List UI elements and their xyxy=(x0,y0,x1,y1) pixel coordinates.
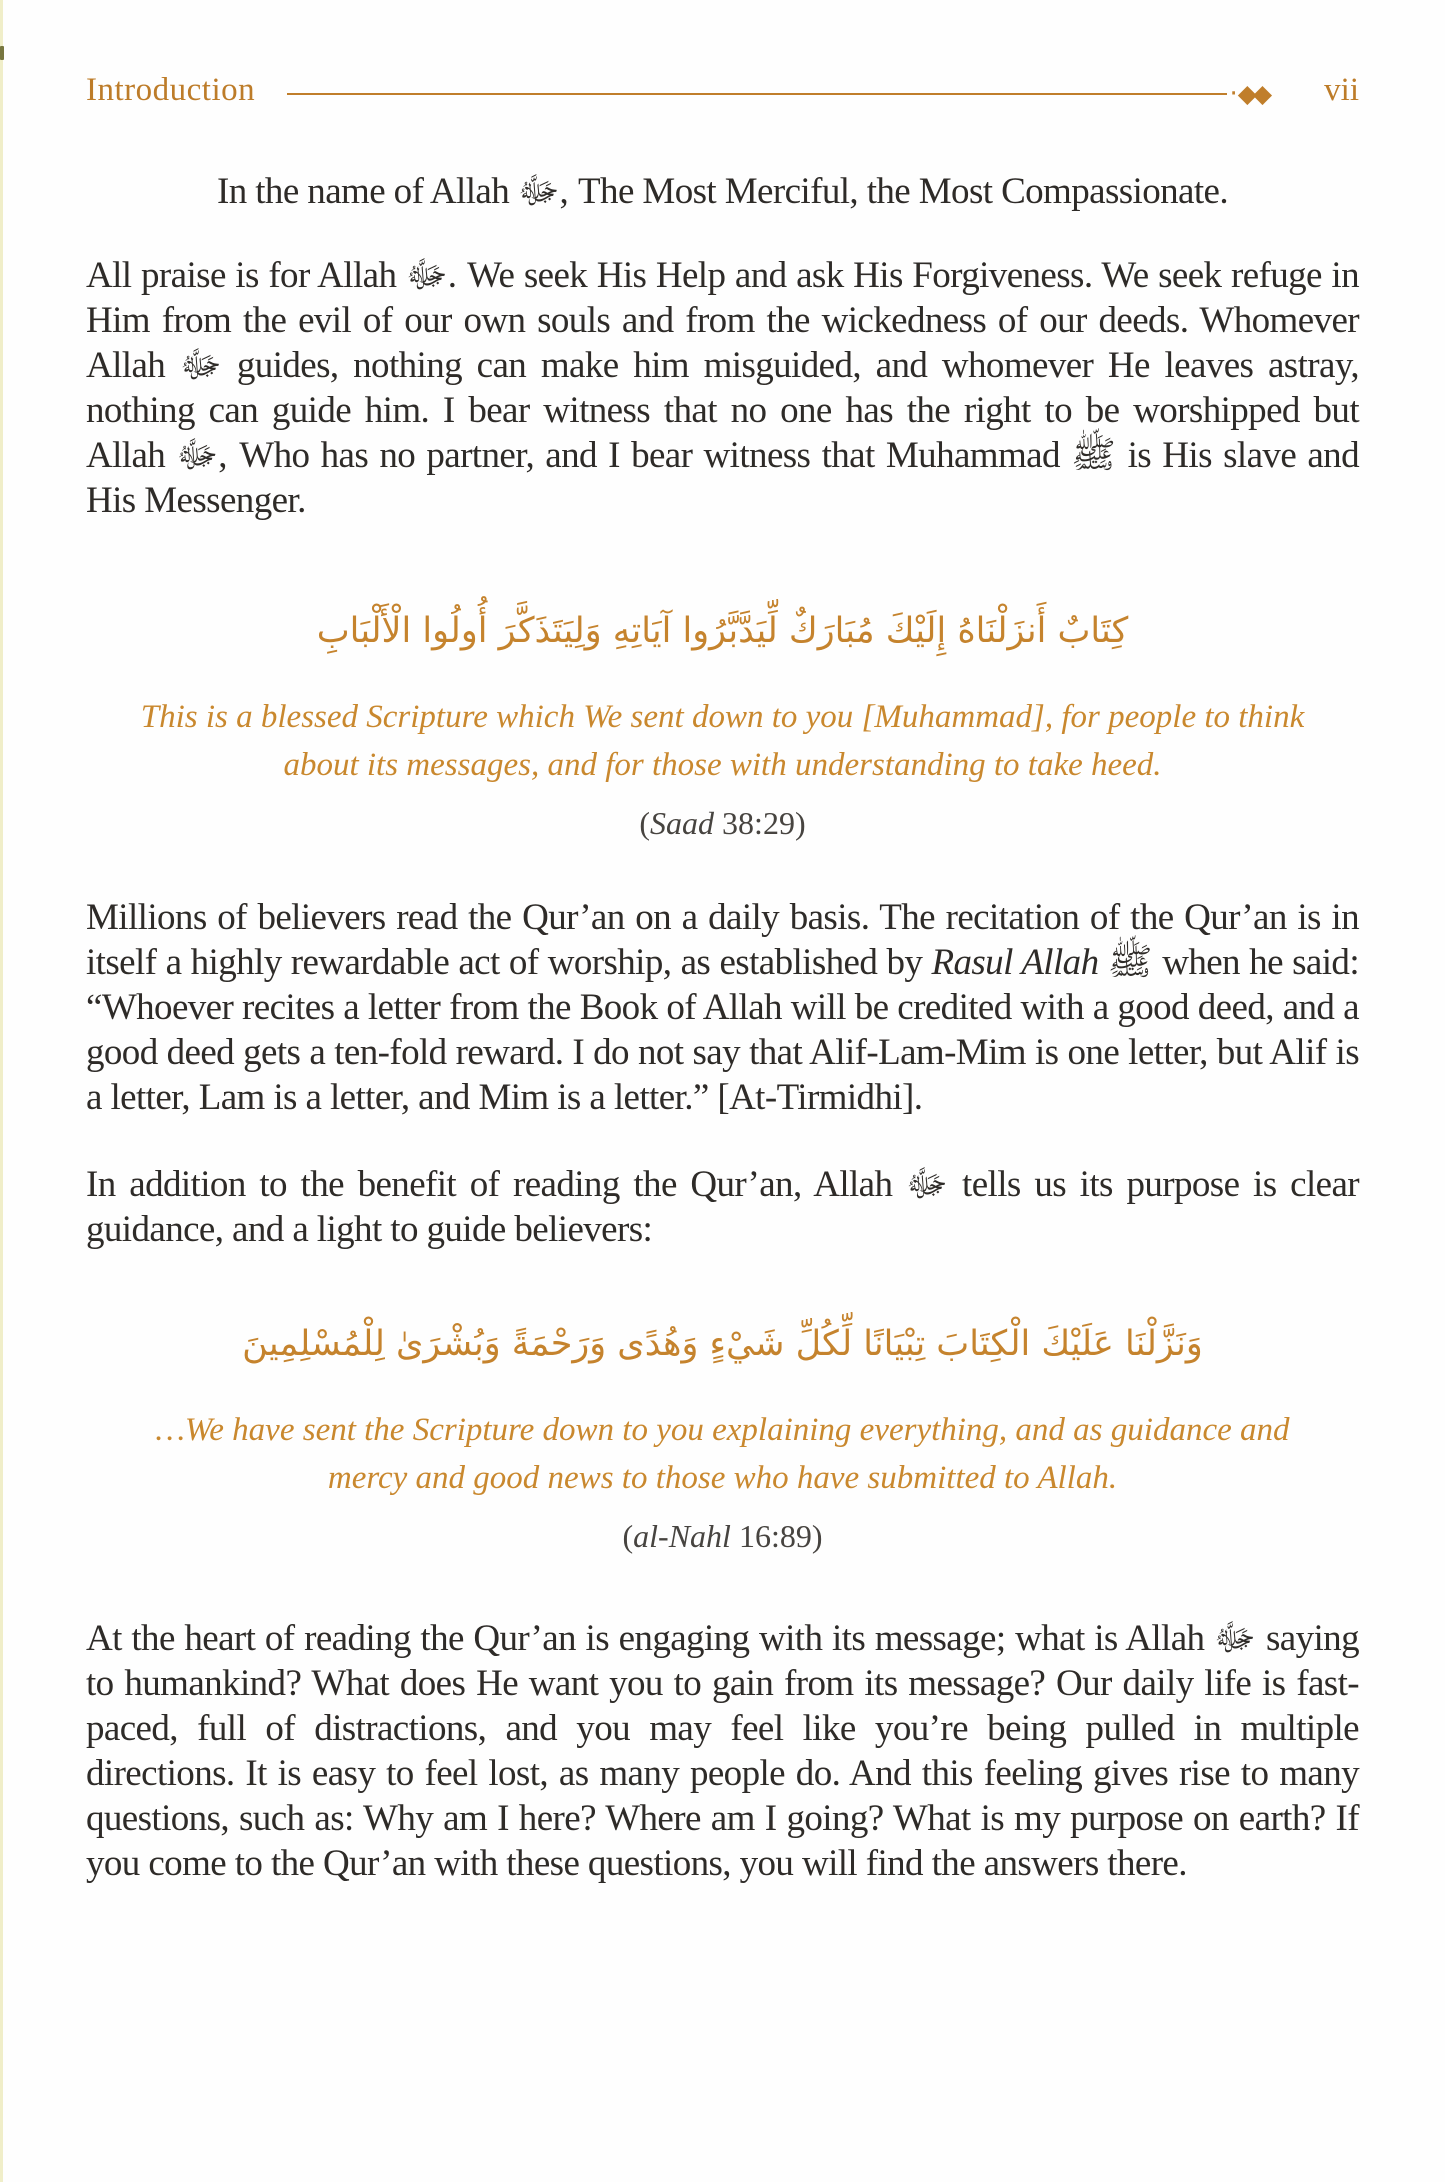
verse-translation-1: This is a blessed Scripture which We sent down to you [Muhammad], for people to think about its messages, and for those with understanding to take heed. xyxy=(140,699,1305,783)
recitation-text-pre: Millions of believers read the Qur’an on a daily basis. The recitation of the Qur’an is in itself a highly rewardable act of worship, as established by xyxy=(86,897,1359,983)
ornament-dot: · xyxy=(1229,78,1238,109)
citation-reference: 38:29) xyxy=(714,805,806,841)
verse-citation-1 xyxy=(86,801,1359,845)
scan-edge-artifact xyxy=(0,0,3,2182)
quran-verse-arabic-2: وَنَزَّلْنَا عَلَيْكَ الْكِتَابَ تِبْيَانًا لِّكُلِّ شَيْءٍ وَهُدًى وَرَحْمَةً وَبُشْرَىٰ لِلْمُسْلِمِينَ xyxy=(242,1324,1203,1364)
recitation-text-post: ﷺ when he said: “Whoever recites a letter from the Book of Allah will be credited with a good deed, and a good deed gets a ten-fold reward. I do not say that Alif-Lam-Mim is one letter, but Alif is a letter, Lam is a letter, and Mim is a letter.” [At-Tirmidhi]. xyxy=(86,942,1359,1118)
purpose-paragraph: In addition to the benefit of reading the Qur’an, Allah ﷻ tells us its purpose is clear guidance, and a light to guide believers: xyxy=(86,1164,1359,1250)
bismillah-line: In the name of Allah ﷻ, The Most Merciful, the Most Compassionate. xyxy=(216,171,1229,212)
page-header xyxy=(86,0,1359,109)
ornament-diamonds: ◆◆ xyxy=(1237,78,1269,108)
quran-verse-arabic-1: كِتَابٌ أَنزَلْنَاهُ إِلَيْكَ مُبَارَكٌ لِّيَدَّبَّرُوا آيَاتِهِ وَلِيَتَذَكَّرَ أُولُوا الْأَلْبَابِ xyxy=(316,611,1129,651)
header-rule xyxy=(287,93,1227,95)
citation-source: al-Nahl xyxy=(633,1518,731,1554)
diamond-ornament-icon xyxy=(1229,78,1269,109)
citation-reference: 16:89) xyxy=(730,1518,823,1554)
closing-paragraph: At the heart of reading the Qur’an is engaging with its message; what is Allah ﷻ saying to humankind? What does He want you to gain from its message? Our daily life is fast-paced, full of distractions, and you may feel like you’re being pulled in multiple directions. It is easy to feel lost, as many people do. And this feeling gives rise to many questions, such as: Why am I here? Where am I going? What is my purpose on earth? If you come to the Qur’an with these questions, you will find the answers there. xyxy=(86,1618,1359,1884)
section-title: Introduction xyxy=(86,72,256,108)
verse-translation-2: …We have sent the Scripture down to you explaining everything, and as guidance and mercy and good news to those who have submitted to Allah. xyxy=(155,1412,1290,1496)
opening-paragraph: All praise is for Allah ﷻ. We seek His Help and ask His Forgiveness. We seek refuge in Him from the evil of our own souls and from the wickedness of our deeds. Whomever Allah ﷻ guides, nothing can make him misguided, and whomever He leaves astray, nothing can guide him. I bear witness that no one has the right to be worshipped but Allah ﷻ, Who has no partner, and I bear witness that Muhammad ﷺ is His slave and His Messenger. xyxy=(86,255,1359,521)
scan-edge-speck xyxy=(0,46,4,60)
recitation-paragraph xyxy=(86,895,1359,1120)
page-number: vii xyxy=(1324,72,1359,108)
citation-open: ( xyxy=(622,1518,634,1554)
citation-open: ( xyxy=(639,805,651,841)
rasul-allah-italic: Rasul Allah xyxy=(931,942,1099,983)
citation-source: Saad xyxy=(650,805,715,841)
verse-citation-2 xyxy=(86,1514,1359,1558)
